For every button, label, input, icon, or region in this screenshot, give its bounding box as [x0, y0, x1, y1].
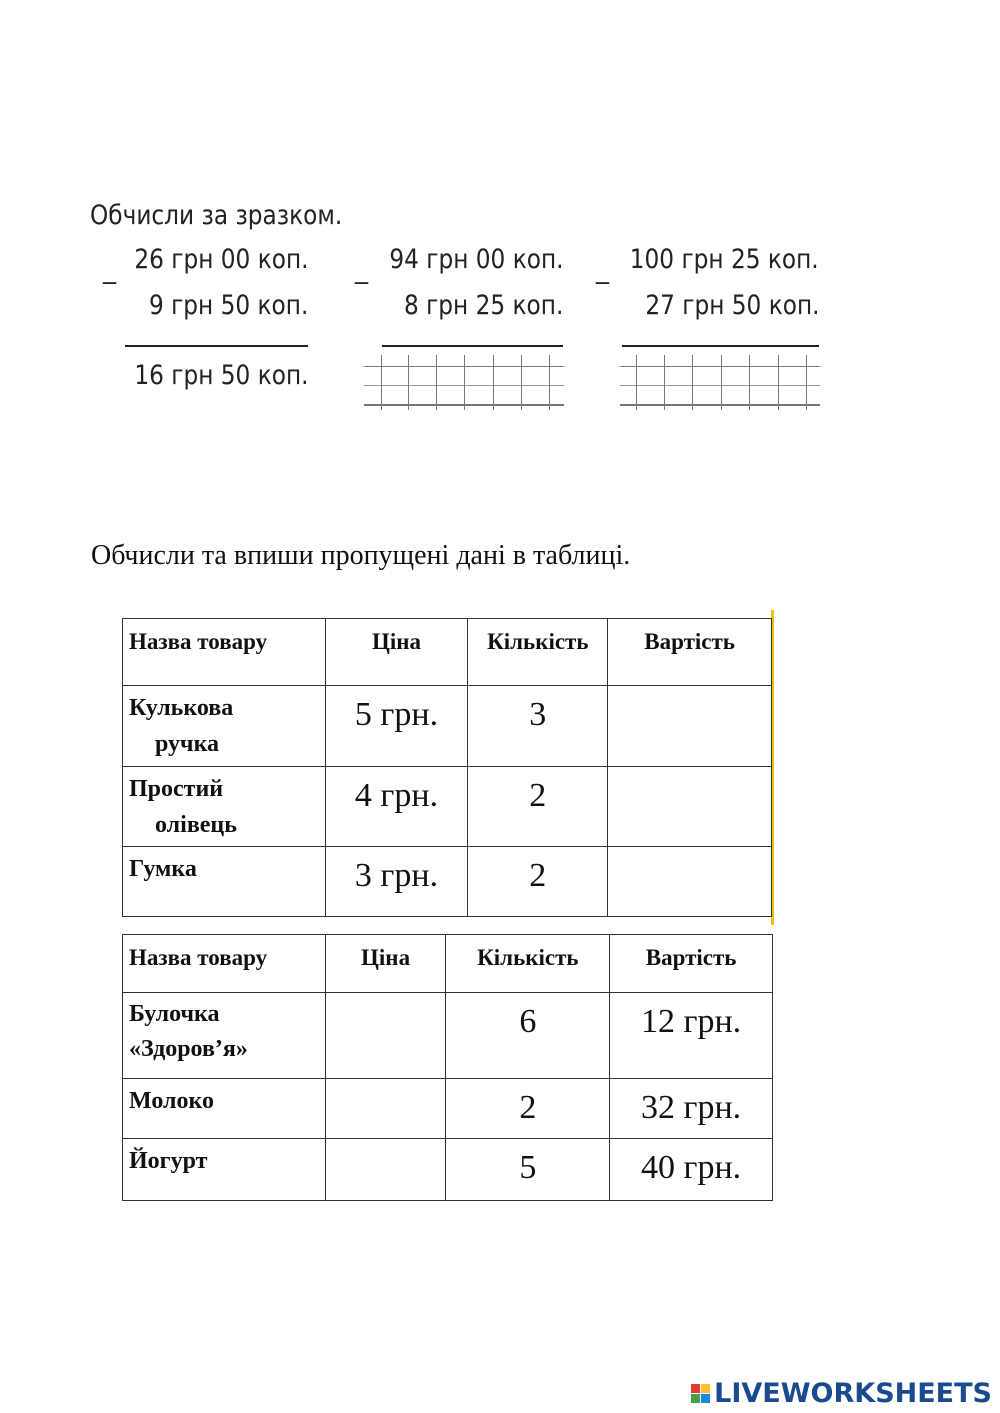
price-cell: 3 грн.: [325, 847, 468, 917]
qty-cell: 3: [468, 686, 608, 767]
qty-cell: 2: [446, 1079, 610, 1139]
qty-cell: 2: [468, 847, 608, 917]
table-header-row: [123, 619, 772, 686]
table-row: [123, 1079, 773, 1139]
table-2: [122, 934, 773, 1201]
product-name: Кулькова ручка: [123, 686, 326, 767]
table-row: [123, 993, 773, 1079]
minus-sign: _: [355, 255, 368, 285]
exercise-1-title: Обчисли за зразком.: [90, 200, 343, 231]
table-row: [123, 1139, 773, 1201]
header-name: Назва товару: [123, 935, 326, 993]
cost-input[interactable]: [608, 767, 772, 847]
header-qty: Кількість: [446, 935, 610, 993]
minuend: 100 грн 25 коп.: [630, 244, 819, 275]
exercise-2-title: Обчисли та впиши пропущені дані в таблиці.: [91, 540, 631, 571]
subtrahend: 27 грн 50 коп.: [644, 290, 819, 321]
answer-grid[interactable]: [620, 366, 820, 406]
liveworksheets-logo[interactable]: [691, 1378, 992, 1409]
answer-grid[interactable]: [364, 366, 564, 406]
product-name: Гумка: [123, 847, 326, 917]
cost-input[interactable]: [608, 686, 772, 767]
price-cell: 4 грн.: [325, 767, 468, 847]
table-row: [123, 847, 772, 917]
product-name: Булочка «Здоров’я»: [123, 993, 326, 1079]
logo-mark-icon: [691, 1384, 710, 1403]
table-header-row: [123, 935, 773, 993]
header-cost: Вартість: [608, 619, 772, 686]
table-row: [123, 767, 772, 847]
minuend: 94 грн 00 коп.: [388, 244, 563, 275]
cost-cell: 32 грн.: [610, 1079, 773, 1139]
logo-text: LIVEWORKSHEETS: [714, 1378, 992, 1409]
result-line: [125, 345, 308, 347]
answer-text: 16 грн 50 коп.: [133, 360, 308, 391]
header-cost: Вартість: [610, 935, 773, 993]
product-name: Молоко: [123, 1079, 326, 1139]
qty-cell: 6: [446, 993, 610, 1079]
minus-sign: _: [103, 255, 116, 285]
header-price: Ціна: [325, 619, 468, 686]
product-name: Йогурт: [123, 1139, 326, 1201]
subtrahend: 9 грн 50 коп.: [148, 290, 308, 321]
price-input[interactable]: [325, 1139, 446, 1201]
price-input[interactable]: [325, 1079, 446, 1139]
cost-cell: 40 грн.: [610, 1139, 773, 1201]
qty-cell: 5: [446, 1139, 610, 1201]
table-row: [123, 686, 772, 767]
product-name: Простий олівець: [123, 767, 326, 847]
header-price: Ціна: [325, 935, 446, 993]
cost-input[interactable]: [608, 847, 772, 917]
subtrahend: 8 грн 25 коп.: [403, 290, 563, 321]
price-input[interactable]: [325, 993, 446, 1079]
header-qty: Кількість: [468, 619, 608, 686]
header-name: Назва товару: [123, 619, 326, 686]
price-cell: 5 грн.: [325, 686, 468, 767]
cost-cell: 12 грн.: [610, 993, 773, 1079]
table-1: [122, 618, 772, 917]
result-line: [622, 345, 819, 347]
qty-cell: 2: [468, 767, 608, 847]
result-line: [382, 345, 563, 347]
minuend: 26 грн 00 коп.: [133, 244, 308, 275]
minus-sign: _: [596, 255, 609, 285]
